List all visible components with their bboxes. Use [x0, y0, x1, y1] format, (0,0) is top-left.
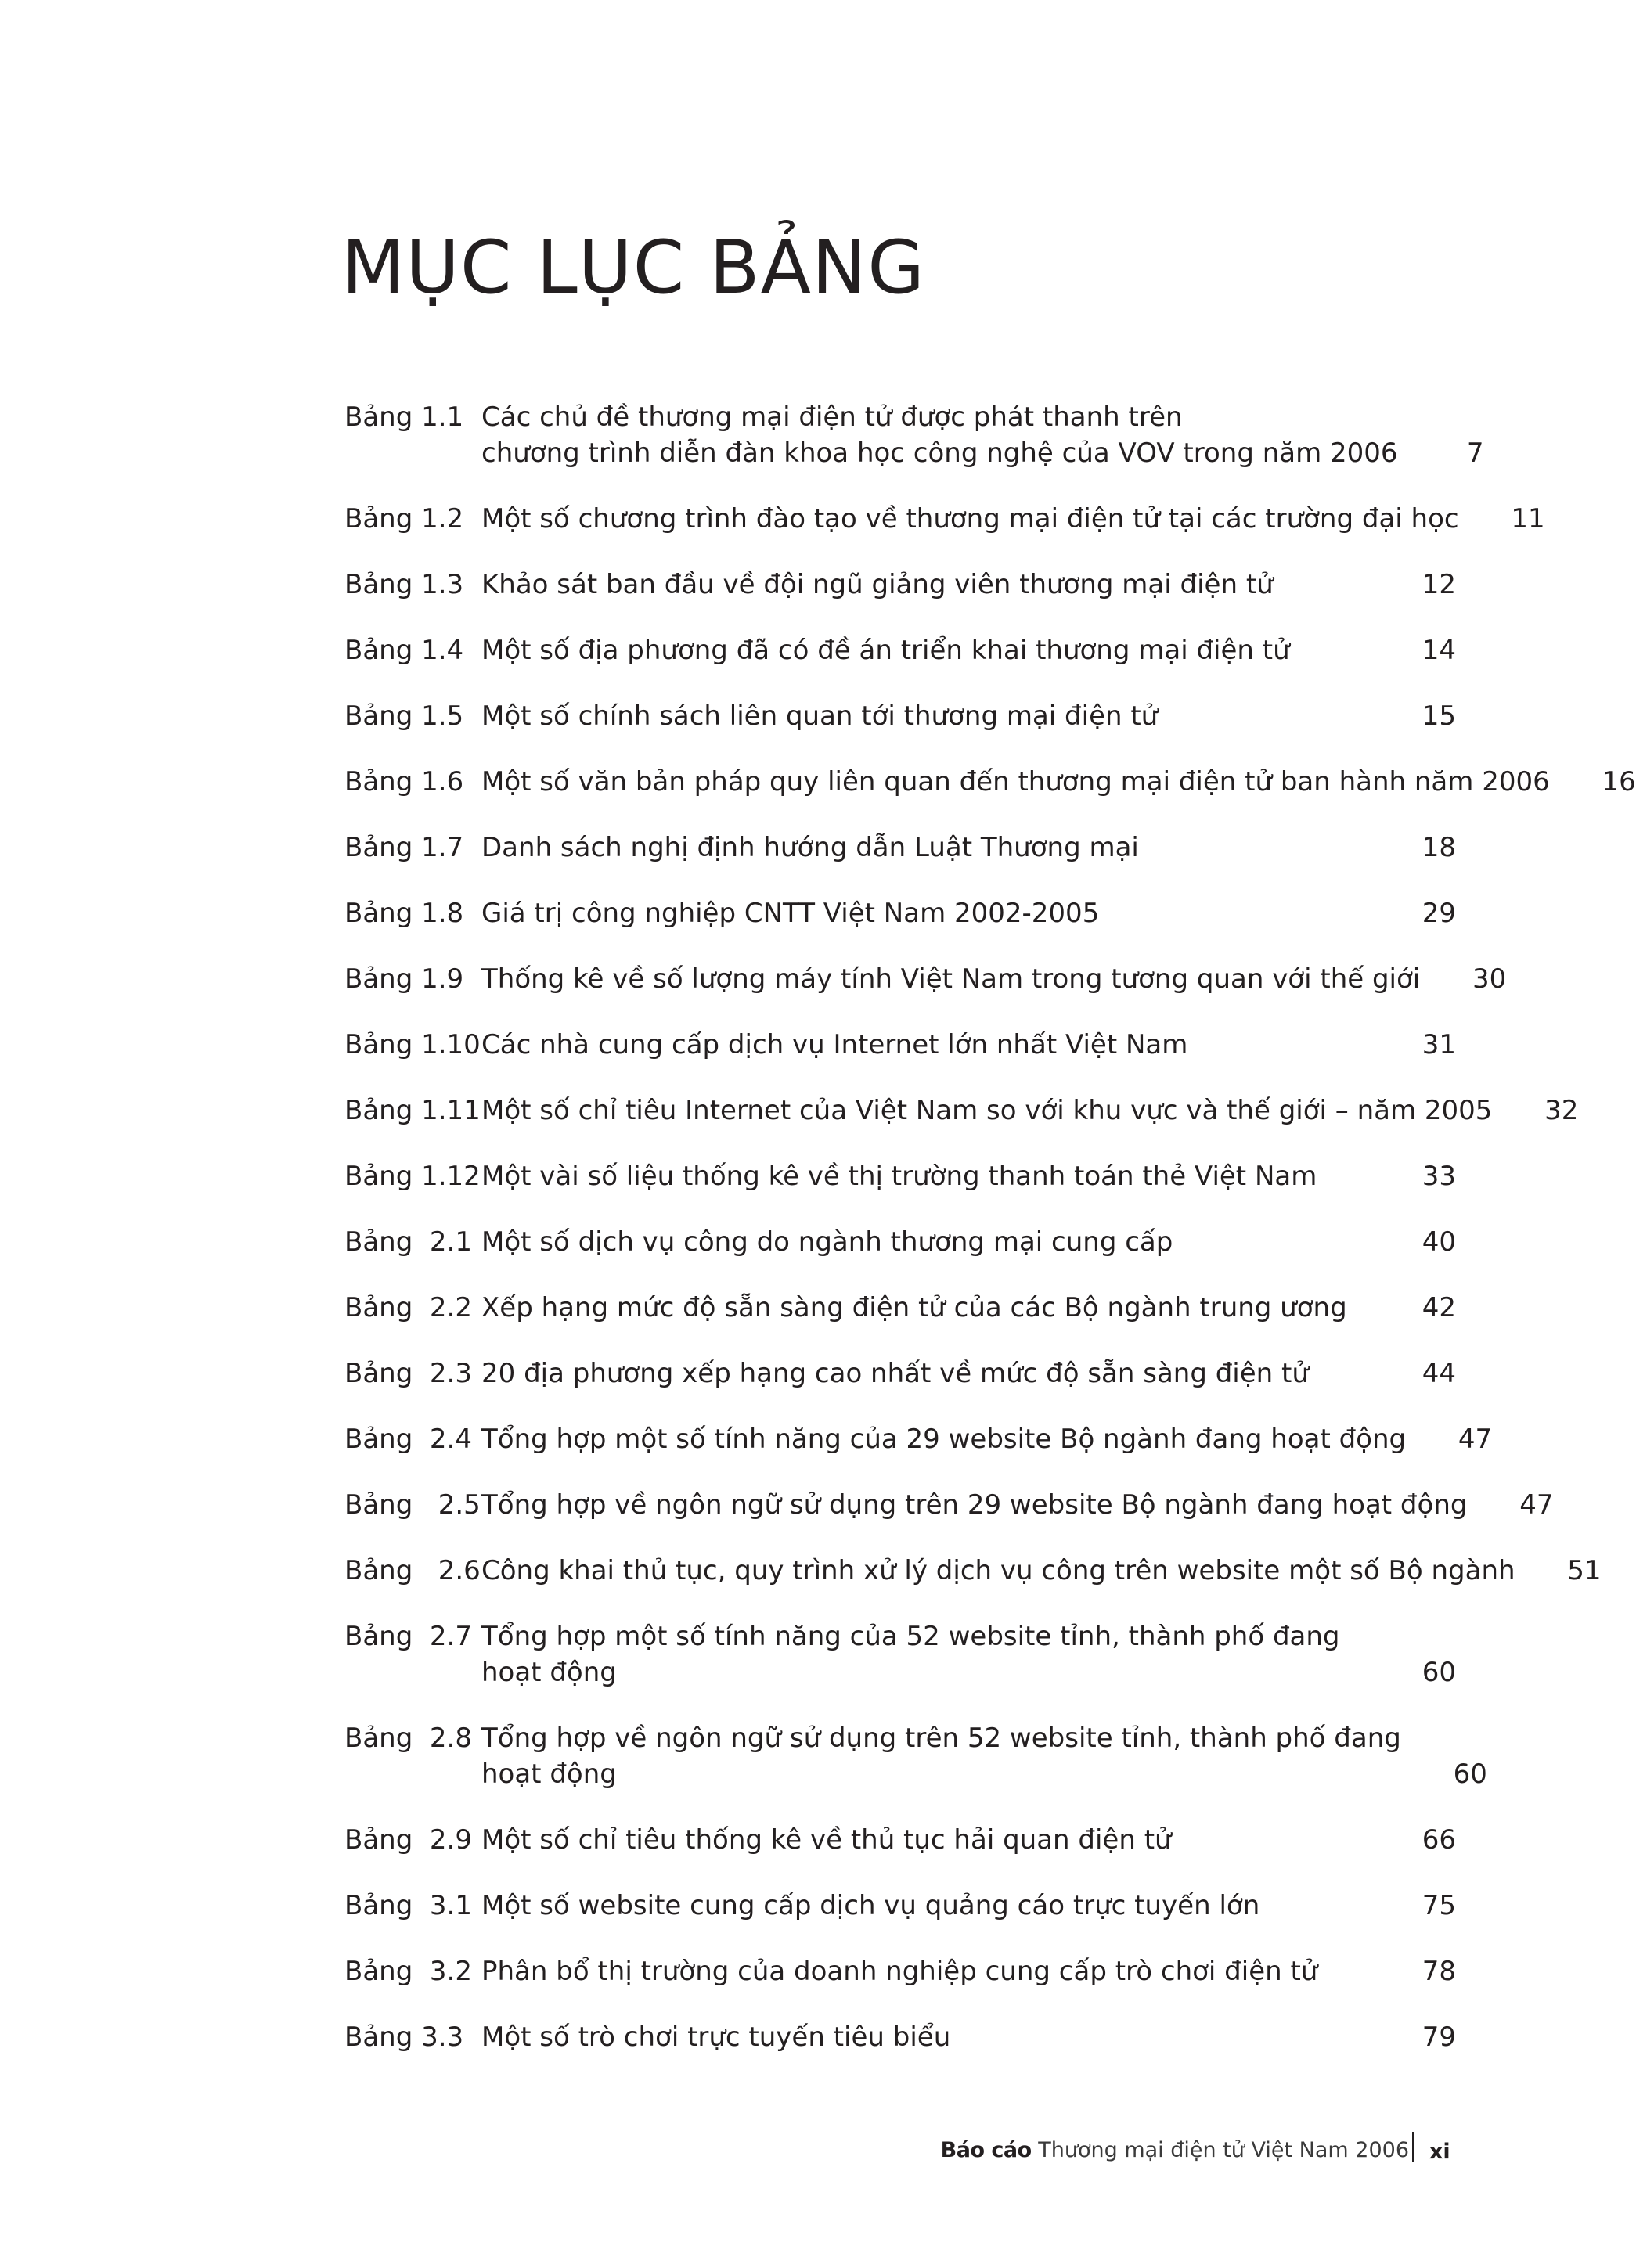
toc-entry-label: Bảng 2.8	[344, 1723, 472, 1754]
toc-entry-title-line: Một vài số liệu thống kê về thị trường thanh toán thẻ Việt Nam	[481, 1161, 1317, 1192]
table-of-contents	[344, 399, 1636, 2085]
toc-entry-page: 12	[1422, 569, 1456, 600]
toc-entry-label: Bảng 1.3	[344, 569, 464, 600]
toc-entry-label: Bảng 1.8	[344, 898, 464, 929]
toc-entry-page: 60	[1422, 1657, 1456, 1688]
toc-entry	[344, 1822, 1456, 1858]
toc-entry-label: Bảng 3.3	[344, 2021, 464, 2053]
toc-entry	[344, 501, 1545, 537]
toc-entry	[344, 1487, 1554, 1523]
toc-entry-title	[481, 764, 1550, 800]
toc-entry-label: Bảng 2.3	[344, 1358, 472, 1389]
toc-entry-title-line: hoạt động	[481, 1657, 617, 1688]
toc-entry-title	[481, 1822, 1370, 1858]
toc-entry-page: 14	[1422, 635, 1456, 666]
toc-entry	[344, 1355, 1456, 1391]
toc-entry	[344, 1618, 1456, 1690]
footer-report-title	[941, 2138, 1409, 2162]
toc-entry-label: Bảng 1.12	[344, 1161, 481, 1192]
footer-divider	[1412, 2132, 1414, 2162]
toc-entry	[344, 1224, 1456, 1260]
toc-entry	[344, 1290, 1456, 1326]
toc-entry-page: 44	[1422, 1358, 1456, 1389]
toc-entry-label: Bảng 1.1	[344, 401, 464, 433]
toc-entry	[344, 1553, 1602, 1589]
toc-entry-label: Bảng 1.6	[344, 766, 464, 797]
toc-entry-page: 79	[1422, 2021, 1456, 2053]
toc-entry-title-line: Một số trò chơi trực tuyến tiêu biểu	[481, 2021, 951, 2053]
toc-entry	[344, 764, 1636, 800]
toc-entry-page: 16	[1602, 766, 1636, 797]
toc-entry-title	[481, 1158, 1370, 1194]
toc-entry-title	[481, 399, 1398, 471]
toc-entry	[344, 1093, 1579, 1129]
toc-entry-title	[481, 1720, 1401, 1792]
toc-entry-label: Bảng 3.1	[344, 1890, 472, 1921]
toc-entry-page: 47	[1519, 1489, 1554, 1521]
toc-entry-page: 78	[1422, 1956, 1456, 1987]
toc-entry-page: 18	[1422, 832, 1456, 863]
toc-entry-label: Bảng 2.4	[344, 1424, 472, 1455]
toc-entry-title-line: Một số chương trình đào tạo về thương mại điện tử tại các trường đại học	[481, 503, 1459, 535]
toc-entry-title	[481, 1953, 1370, 1989]
toc-entry-label: Bảng 2.7	[344, 1621, 472, 1652]
toc-entry-title-line: Một số chính sách liên quan tới thương mại điện tử	[481, 700, 1159, 732]
toc-entry-title-line: Phân bổ thị trường của doanh nghiệp cung cấp trò chơi điện tử	[481, 1956, 1318, 1987]
toc-entry-title	[481, 2019, 1370, 2055]
toc-entry-label: Bảng 2.9	[344, 1824, 472, 1856]
toc-entry-label: Bảng 2.6	[344, 1555, 481, 1586]
toc-entry-title	[481, 1027, 1370, 1063]
page-title: MỤC LỤC BẢNG	[341, 225, 926, 311]
toc-entry-title-line: Một số văn bản pháp quy liên quan đến thương mại điện tử ban hành năm 2006	[481, 766, 1550, 797]
toc-entry-page: 51	[1567, 1555, 1602, 1586]
toc-entry-label: Bảng 2.5	[344, 1489, 481, 1521]
toc-entry-title	[481, 1224, 1370, 1260]
toc-entry-title	[481, 1553, 1515, 1589]
toc-entry	[344, 1720, 1487, 1792]
page-footer	[0, 2132, 1603, 2168]
toc-entry-title-line: Khảo sát ban đầu về đội ngũ giảng viên thương mại điện tử	[481, 569, 1274, 600]
toc-entry-title-line: Một số website cung cấp dịch vụ quảng cáo trực tuyến lớn	[481, 1890, 1260, 1921]
toc-entry-title-line: Xếp hạng mức độ sẵn sàng điện tử của các Bộ ngành trung ương	[481, 1292, 1347, 1323]
toc-entry-title-line: Một số chỉ tiêu thống kê về thủ tục hải quan điện tử	[481, 1824, 1172, 1856]
toc-entry-page: 66	[1422, 1824, 1456, 1856]
footer-report-rest: Thương mại điện tử Việt Nam 2006	[1031, 2138, 1409, 2162]
toc-entry-page: 33	[1422, 1161, 1456, 1192]
toc-entry-title	[481, 1290, 1370, 1326]
toc-entry	[344, 567, 1456, 603]
toc-entry-title	[481, 1355, 1370, 1391]
toc-entry	[344, 1158, 1456, 1194]
toc-entry-label: Bảng 1.2	[344, 503, 464, 535]
toc-entry-label: Bảng 1.7	[344, 832, 464, 863]
toc-entry	[344, 895, 1456, 931]
toc-entry	[344, 632, 1456, 668]
toc-entry-title	[481, 567, 1370, 603]
toc-entry-page: 75	[1422, 1890, 1456, 1921]
toc-entry-title	[481, 1618, 1370, 1690]
toc-entry-label: Bảng 2.1	[344, 1226, 472, 1258]
toc-entry-label: Bảng 1.4	[344, 635, 464, 666]
toc-entry-page: 31	[1422, 1029, 1456, 1060]
toc-entry-title	[481, 1421, 1406, 1457]
toc-entry-label: Bảng 1.11	[344, 1095, 481, 1126]
toc-entry-label: Bảng 3.2	[344, 1956, 472, 1987]
toc-entry-title-line: Một số chỉ tiêu Internet của Việt Nam so với khu vực và thế giới – năm 2005	[481, 1095, 1493, 1126]
toc-entry	[344, 961, 1507, 997]
toc-entry-title-line: Các chủ đề thương mại điện tử được phát thanh trên	[481, 401, 1183, 433]
toc-entry-label: Bảng 1.10	[344, 1029, 481, 1060]
toc-entry-title	[481, 1487, 1467, 1523]
toc-entry-title	[481, 632, 1370, 668]
toc-entry	[344, 2019, 1456, 2055]
toc-entry	[344, 399, 1484, 471]
toc-entry-title-line: Tổng hợp một số tính năng của 29 website Bộ ngành đang hoạt động	[481, 1424, 1407, 1455]
toc-entry-title-line: Danh sách nghị định hướng dẫn Luật Thương mại	[481, 832, 1139, 863]
toc-entry-page: 47	[1458, 1424, 1493, 1455]
toc-entry-page: 60	[1453, 1759, 1487, 1790]
toc-entry-title-line: Công khai thủ tục, quy trình xử lý dịch vụ công trên website một số Bộ ngành	[481, 1555, 1515, 1586]
toc-entry-title-line: Tổng hợp một số tính năng của 52 website tỉnh, thành phố đang	[481, 1621, 1340, 1652]
toc-entry	[344, 830, 1456, 866]
toc-entry	[344, 1953, 1456, 1989]
toc-entry-title-line: hoạt động	[481, 1759, 617, 1790]
toc-entry	[344, 698, 1456, 734]
toc-entry-page: 15	[1422, 700, 1456, 732]
toc-entry	[344, 1888, 1456, 1924]
footer-report-bold: Báo cáo	[940, 2138, 1032, 2162]
toc-entry-title-line: 20 địa phương xếp hạng cao nhất về mức độ sẵn sàng điện tử	[481, 1358, 1309, 1389]
toc-entry-title	[481, 895, 1370, 931]
toc-entry-page: 40	[1422, 1226, 1456, 1258]
toc-entry-label: Bảng 2.2	[344, 1292, 472, 1323]
toc-entry-page: 32	[1544, 1095, 1579, 1126]
toc-entry	[344, 1421, 1493, 1457]
toc-entry-title-line: Một số địa phương đã có đề án triển khai thương mại điện tử	[481, 635, 1290, 666]
toc-entry-label: Bảng 1.9	[344, 963, 464, 995]
toc-entry-title	[481, 1093, 1492, 1129]
toc-entry	[344, 1027, 1456, 1063]
toc-entry-title	[481, 961, 1420, 997]
toc-entry-title-line: Tổng hợp về ngôn ngữ sử dụng trên 29 website Bộ ngành đang hoạt động	[481, 1489, 1468, 1521]
toc-entry-label: Bảng 1.5	[344, 700, 464, 732]
toc-entry-page: 30	[1472, 963, 1507, 995]
toc-entry-title-line: Một số dịch vụ công do ngành thương mại cung cấp	[481, 1226, 1173, 1258]
toc-entry-page: 29	[1422, 898, 1456, 929]
toc-entry-title-line: chương trình diễn đàn khoa học công nghệ của VOV trong năm 2006	[481, 437, 1398, 469]
toc-entry-page: 11	[1511, 503, 1545, 535]
toc-entry-title	[481, 830, 1370, 866]
toc-entry-title-line: Các nhà cung cấp dịch vụ Internet lớn nhất Việt Nam	[481, 1029, 1188, 1060]
footer-page-number: xi	[1429, 2140, 1450, 2164]
toc-entry-title-line: Giá trị công nghiệp CNTT Việt Nam 2002-2005	[481, 898, 1100, 929]
toc-entry-page: 7	[1466, 437, 1484, 469]
toc-entry-title	[481, 698, 1370, 734]
toc-entry-title	[481, 1888, 1370, 1924]
toc-entry-title-line: Tổng hợp về ngôn ngữ sử dụng trên 52 website tỉnh, thành phố đang	[481, 1723, 1401, 1754]
toc-entry-title-line: Thống kê về số lượng máy tính Việt Nam trong tương quan với thế giới	[481, 963, 1421, 995]
toc-entry-title	[481, 501, 1459, 537]
toc-entry-page: 42	[1422, 1292, 1456, 1323]
